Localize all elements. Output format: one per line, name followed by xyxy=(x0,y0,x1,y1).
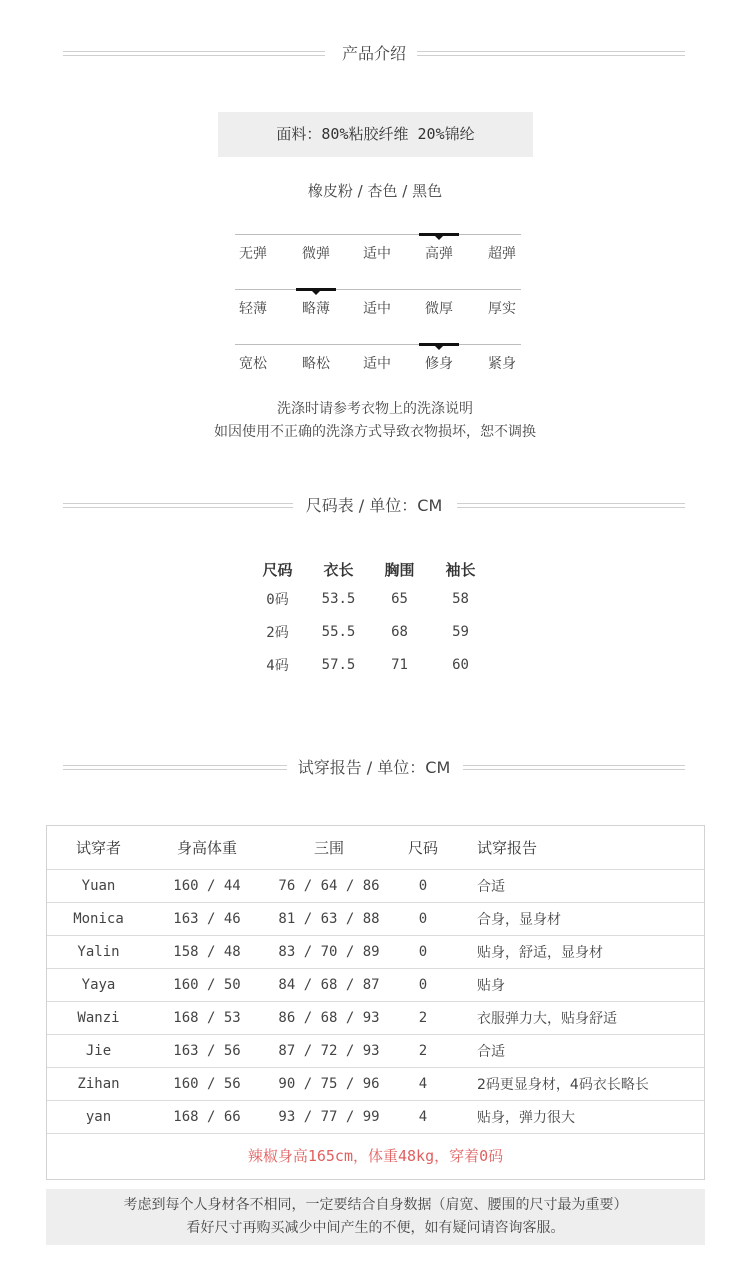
scale-option: 紧身 xyxy=(488,356,516,372)
column-header: 尺码 xyxy=(407,839,438,857)
size: 4 xyxy=(418,1076,428,1092)
column-header: 三围 xyxy=(313,839,344,857)
table-cell: 57.5 xyxy=(321,656,356,673)
column-header: 身高体重 xyxy=(176,839,237,857)
size: 4 xyxy=(418,1109,428,1125)
height-weight: 160 / 56 xyxy=(173,1076,241,1092)
column-header: 袖长 xyxy=(445,560,476,579)
tester-name: Jie xyxy=(85,1043,112,1059)
wash-line-2: 如因使用不正确的洗涤方式导致衣物损坏，恕不调换 xyxy=(214,424,536,440)
size-chart-table xyxy=(247,556,491,681)
measurements: 90 / 75 / 96 xyxy=(278,1076,380,1092)
table-cell: 58 xyxy=(452,590,469,607)
table-cell: 0码 xyxy=(266,591,289,608)
height-weight: 163 / 56 xyxy=(173,1043,241,1059)
table-row xyxy=(47,869,704,902)
size-disclaimer xyxy=(46,1189,705,1245)
scale-option: 轻薄 xyxy=(239,301,267,317)
table-cell: 71 xyxy=(391,656,408,673)
scale-option: 宽松 xyxy=(239,356,267,372)
selected-marker xyxy=(296,288,336,291)
height-weight: 160 / 50 xyxy=(173,977,241,993)
table-cell: 68 xyxy=(391,623,408,640)
disclaimer-line-1: 考虑到每个人身材各不相同，一定要结合自身数据（肩宽、腰围的尺寸最为重要） xyxy=(123,1197,628,1213)
table-row xyxy=(47,1100,704,1133)
table-cell: 59 xyxy=(452,623,469,640)
size: 0 xyxy=(418,944,428,960)
tester-name: Wanzi xyxy=(77,1010,120,1026)
height-weight: 158 / 48 xyxy=(173,944,241,960)
report: 合适 xyxy=(477,879,505,895)
table-row xyxy=(47,902,704,935)
scale-option: 微厚 xyxy=(425,301,453,317)
table-row xyxy=(47,1001,704,1034)
scale-option: 略松 xyxy=(302,356,330,372)
table-row xyxy=(47,1034,704,1067)
measurements: 93 / 77 / 99 xyxy=(278,1109,380,1125)
scale-option: 无弹 xyxy=(239,246,267,262)
scale-rule xyxy=(235,234,521,235)
report: 合适 xyxy=(477,1044,505,1060)
measurements: 83 / 70 / 89 xyxy=(278,944,380,960)
tester-name: Yalin xyxy=(77,944,120,960)
column-header: 尺码 xyxy=(262,560,293,579)
intro-title: 产品介绍 xyxy=(332,44,416,63)
elasticity-scale xyxy=(235,234,521,270)
height-weight: 168 / 66 xyxy=(173,1109,241,1125)
try-on-table xyxy=(46,825,705,1180)
fit-scale xyxy=(235,344,521,380)
scale-rule xyxy=(235,344,521,345)
tester-name: Monica xyxy=(73,911,124,927)
measurements: 87 / 72 / 93 xyxy=(278,1043,380,1059)
table-cell: 60 xyxy=(452,656,469,673)
column-header: 胸围 xyxy=(384,560,415,579)
report: 衣服弹力大，贴身舒适 xyxy=(477,1011,617,1027)
size: 0 xyxy=(418,977,428,993)
scale-option-selected: 修身 xyxy=(425,356,453,372)
selected-marker xyxy=(419,233,459,236)
table-cell: 53.5 xyxy=(321,590,356,607)
table-cell: 2码 xyxy=(266,624,289,641)
report: 贴身，弹力很大 xyxy=(477,1110,575,1126)
report: 合身，显身材 xyxy=(477,912,561,928)
report: 贴身，舒适，显身材 xyxy=(477,945,603,961)
measurements: 84 / 68 / 87 xyxy=(278,977,380,993)
table-row xyxy=(47,968,704,1001)
scale-option: 厚实 xyxy=(488,301,516,317)
table-row xyxy=(247,615,491,648)
height-weight: 163 / 46 xyxy=(173,911,241,927)
report: 贴身 xyxy=(477,978,505,994)
measurements: 76 / 64 / 86 xyxy=(278,878,380,894)
fabric-composition: 面料：80%粘胶纤维 20%锦纶 xyxy=(218,112,533,157)
size: 2 xyxy=(418,1010,428,1026)
scale-option: 适中 xyxy=(363,301,391,317)
try-on-title: 试穿报告 / 单位：CM xyxy=(288,758,461,777)
size: 0 xyxy=(418,911,428,927)
try-on-header-row xyxy=(47,826,704,869)
size: 0 xyxy=(418,878,428,894)
table-cell: 55.5 xyxy=(321,623,356,640)
scale-rule xyxy=(235,289,521,290)
size-chart-header xyxy=(63,496,685,516)
scale-option-selected: 高弹 xyxy=(425,246,453,262)
height-weight: 160 / 44 xyxy=(173,878,241,894)
height-weight: 168 / 53 xyxy=(173,1010,241,1026)
selected-marker xyxy=(419,343,459,346)
table-row xyxy=(247,582,491,615)
color-options: 橡皮粉 / 杏色 / 黑色 xyxy=(307,182,443,200)
table-row xyxy=(47,935,704,968)
try-on-header xyxy=(63,758,685,778)
wash-instructions xyxy=(0,398,750,444)
model-note: 辣椒身高165cm，体重48kg，穿着0码 xyxy=(47,1133,704,1179)
scale-option: 超弹 xyxy=(488,246,516,262)
column-header: 试穿报告 xyxy=(477,839,538,857)
wash-line-1: 洗涤时请参考衣物上的洗涤说明 xyxy=(277,401,473,417)
tester-name: Yaya xyxy=(81,977,116,993)
thickness-scale xyxy=(235,289,521,325)
scale-option: 微弹 xyxy=(302,246,330,262)
table-row xyxy=(47,1067,704,1100)
tester-name: Zihan xyxy=(77,1076,120,1092)
table-cell: 65 xyxy=(391,590,408,607)
scale-option-selected: 略薄 xyxy=(302,301,330,317)
measurements: 81 / 63 / 88 xyxy=(278,911,380,927)
size-chart-header-row xyxy=(247,556,491,582)
intro-section-header xyxy=(63,44,685,64)
column-header: 试穿者 xyxy=(75,839,121,857)
tester-name: Yuan xyxy=(81,878,116,894)
scale-option: 适中 xyxy=(363,356,391,372)
column-header: 衣长 xyxy=(323,560,354,579)
report: 2码更显身材，4码衣长略长 xyxy=(477,1077,649,1093)
scale-option: 适中 xyxy=(363,246,391,262)
measurements: 86 / 68 / 93 xyxy=(278,1010,380,1026)
table-row xyxy=(247,648,491,681)
size-chart-title: 尺码表 / 单位：CM xyxy=(296,496,453,515)
size: 2 xyxy=(418,1043,428,1059)
table-cell: 4码 xyxy=(266,657,289,674)
disclaimer-line-2: 看好尺寸再购买减少中间产生的不便，如有疑问请咨询客服。 xyxy=(186,1220,565,1236)
tester-name: yan xyxy=(85,1109,112,1125)
